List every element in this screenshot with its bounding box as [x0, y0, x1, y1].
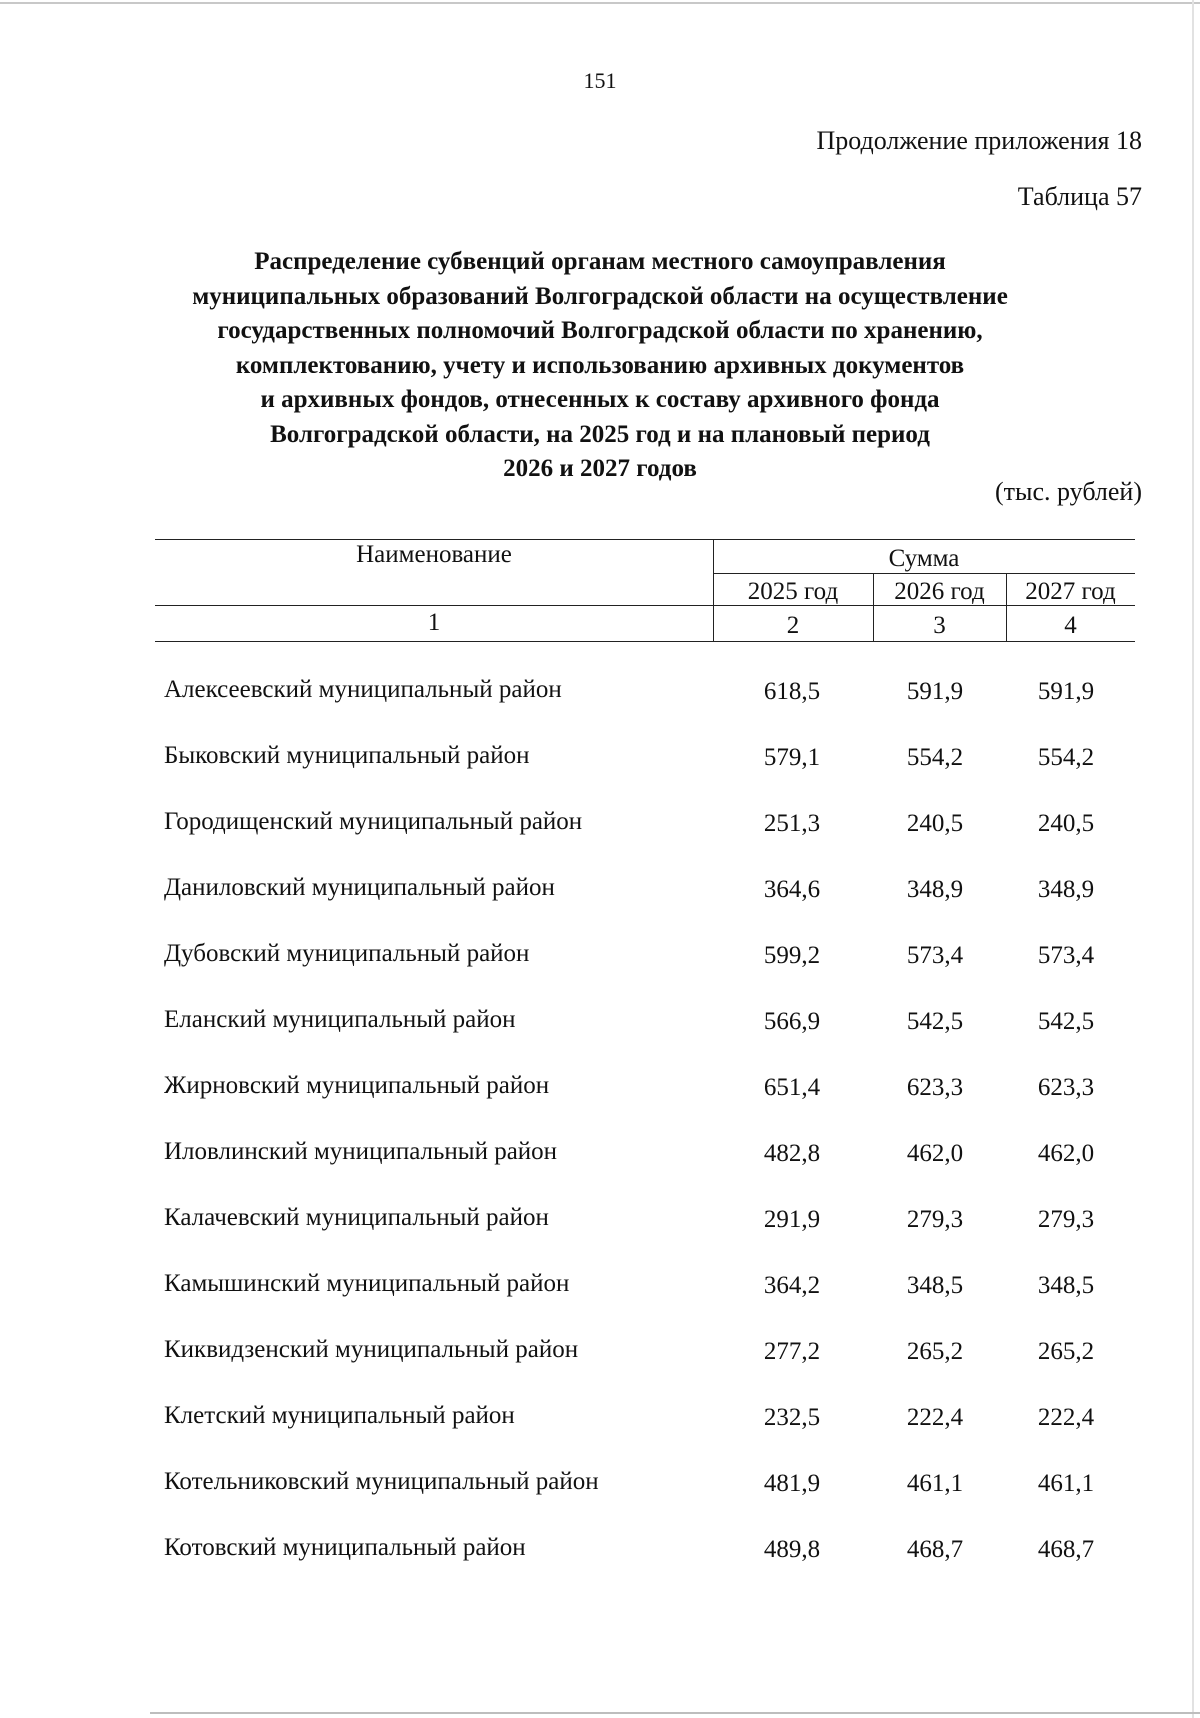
row-name: Даниловский муниципальный район	[164, 874, 555, 901]
row-value-2027: 542,5	[1037, 1008, 1095, 1035]
row-value-2025: 566,9	[763, 1008, 821, 1035]
row-name: Котельниковский муниципальный район	[164, 1468, 599, 1495]
row-value-2027: 222,4	[1037, 1404, 1095, 1431]
header-name: Наименование	[356, 541, 512, 568]
title-line: государственных полномочий Волгоградской области по хранению,	[217, 317, 983, 344]
row-value-2027: 461,1	[1037, 1470, 1095, 1497]
row-value-2025: 232,5	[763, 1404, 821, 1431]
row-value-2026: 279,3	[906, 1206, 964, 1233]
table-number: Таблица 57	[1017, 182, 1142, 211]
row-name: Иловлинский муниципальный район	[164, 1138, 558, 1165]
row-value-2026: 573,4	[906, 942, 964, 969]
row-value-2026: 542,5	[906, 1008, 964, 1035]
header-year-2027: 2027 год	[1025, 578, 1116, 605]
row-value-2026: 554,2	[906, 744, 964, 771]
col-number-3: 3	[933, 612, 946, 639]
row-value-2025: 481,9	[763, 1470, 821, 1497]
row-value-2025: 651,4	[763, 1074, 821, 1101]
title-line: комплектованию, учету и использованию архивных документов	[235, 351, 965, 379]
row-name: Котовский муниципальный район	[164, 1534, 526, 1561]
scan-edge-right	[1192, 0, 1194, 1718]
row-value-2027: 240,5	[1037, 810, 1095, 837]
unit-label: (тыс. рублей)	[994, 477, 1142, 506]
row-name: Быковский муниципальный район	[164, 742, 530, 769]
header-year-2025: 2025 год	[747, 578, 839, 605]
title-line: 2026 и 2027 годов	[503, 455, 697, 482]
row-name: Алексеевский муниципальный район	[164, 676, 562, 703]
row-value-2026: 623,3	[906, 1074, 964, 1101]
row-value-2026: 240,5	[906, 810, 964, 837]
row-name: Калачевский муниципальный район	[164, 1204, 549, 1231]
title-line: Волгоградской области, на 2025 год и на плановый период	[270, 420, 930, 448]
row-value-2026: 348,5	[906, 1272, 964, 1299]
col-number-4: 4	[1064, 612, 1077, 639]
row-name: Камышинский муниципальный район	[164, 1270, 570, 1297]
row-value-2025: 364,2	[763, 1272, 821, 1299]
row-value-2027: 279,3	[1037, 1206, 1095, 1233]
row-value-2027: 348,5	[1037, 1272, 1095, 1299]
row-value-2026: 462,0	[906, 1140, 964, 1167]
row-value-2027: 348,9	[1037, 876, 1095, 903]
scan-edge-bottom	[150, 1712, 1200, 1714]
row-value-2027: 573,4	[1037, 942, 1095, 969]
row-value-2025: 364,6	[763, 876, 821, 903]
row-value-2027: 623,3	[1037, 1074, 1095, 1101]
scan-edge-top	[0, 2, 1200, 4]
row-name: Еланский муниципальный район	[164, 1006, 516, 1033]
row-value-2026: 348,9	[906, 876, 964, 903]
row-name: Киквидзенский муниципальный район	[164, 1336, 579, 1363]
row-value-2025: 277,2	[763, 1338, 821, 1365]
title-line: и архивных фондов, отнесенных к составу архивного фонда	[260, 386, 940, 413]
row-value-2026: 468,7	[906, 1536, 964, 1563]
row-value-2027: 265,2	[1037, 1338, 1095, 1365]
row-value-2025: 618,5	[763, 678, 821, 705]
row-value-2027: 468,7	[1037, 1536, 1095, 1563]
sum-under-rule	[713, 573, 1135, 574]
appendix-continuation: Продолжение приложения 18	[816, 126, 1142, 155]
row-value-2025: 291,9	[763, 1206, 821, 1233]
row-value-2025: 251,3	[763, 810, 821, 837]
header-sum: Сумма	[888, 545, 960, 572]
row-value-2027: 462,0	[1037, 1140, 1095, 1167]
row-value-2025: 489,8	[763, 1536, 821, 1563]
row-name: Дубовский муниципальный район	[164, 940, 530, 967]
page-number: 151	[583, 68, 617, 93]
row-name: Городищенский муниципальный район	[164, 808, 583, 835]
row-value-2025: 579,1	[763, 744, 821, 771]
header-bottom-rule	[155, 641, 1135, 642]
row-name: Клетский муниципальный район	[164, 1402, 515, 1429]
title-line: муниципальных образований Волгоградской области на осуществление	[192, 282, 1008, 310]
header-year-2026: 2026 год	[894, 578, 985, 605]
title-line: Распределение субвенций органам местного самоуправления	[254, 248, 946, 275]
row-value-2026: 461,1	[906, 1470, 964, 1497]
row-value-2027: 591,9	[1037, 678, 1095, 705]
row-value-2027: 554,2	[1037, 744, 1095, 771]
col-number-2: 2	[786, 612, 800, 639]
row-value-2025: 599,2	[763, 942, 821, 969]
row-value-2025: 482,8	[763, 1140, 821, 1167]
header-top-rule	[155, 539, 1135, 540]
row-name: Жирновский муниципальный район	[164, 1072, 550, 1099]
col-number-1: 1	[427, 609, 441, 636]
row-value-2026: 222,4	[906, 1404, 964, 1431]
row-value-2026: 591,9	[906, 678, 964, 705]
row-value-2026: 265,2	[906, 1338, 964, 1365]
document-title	[100, 245, 1100, 487]
